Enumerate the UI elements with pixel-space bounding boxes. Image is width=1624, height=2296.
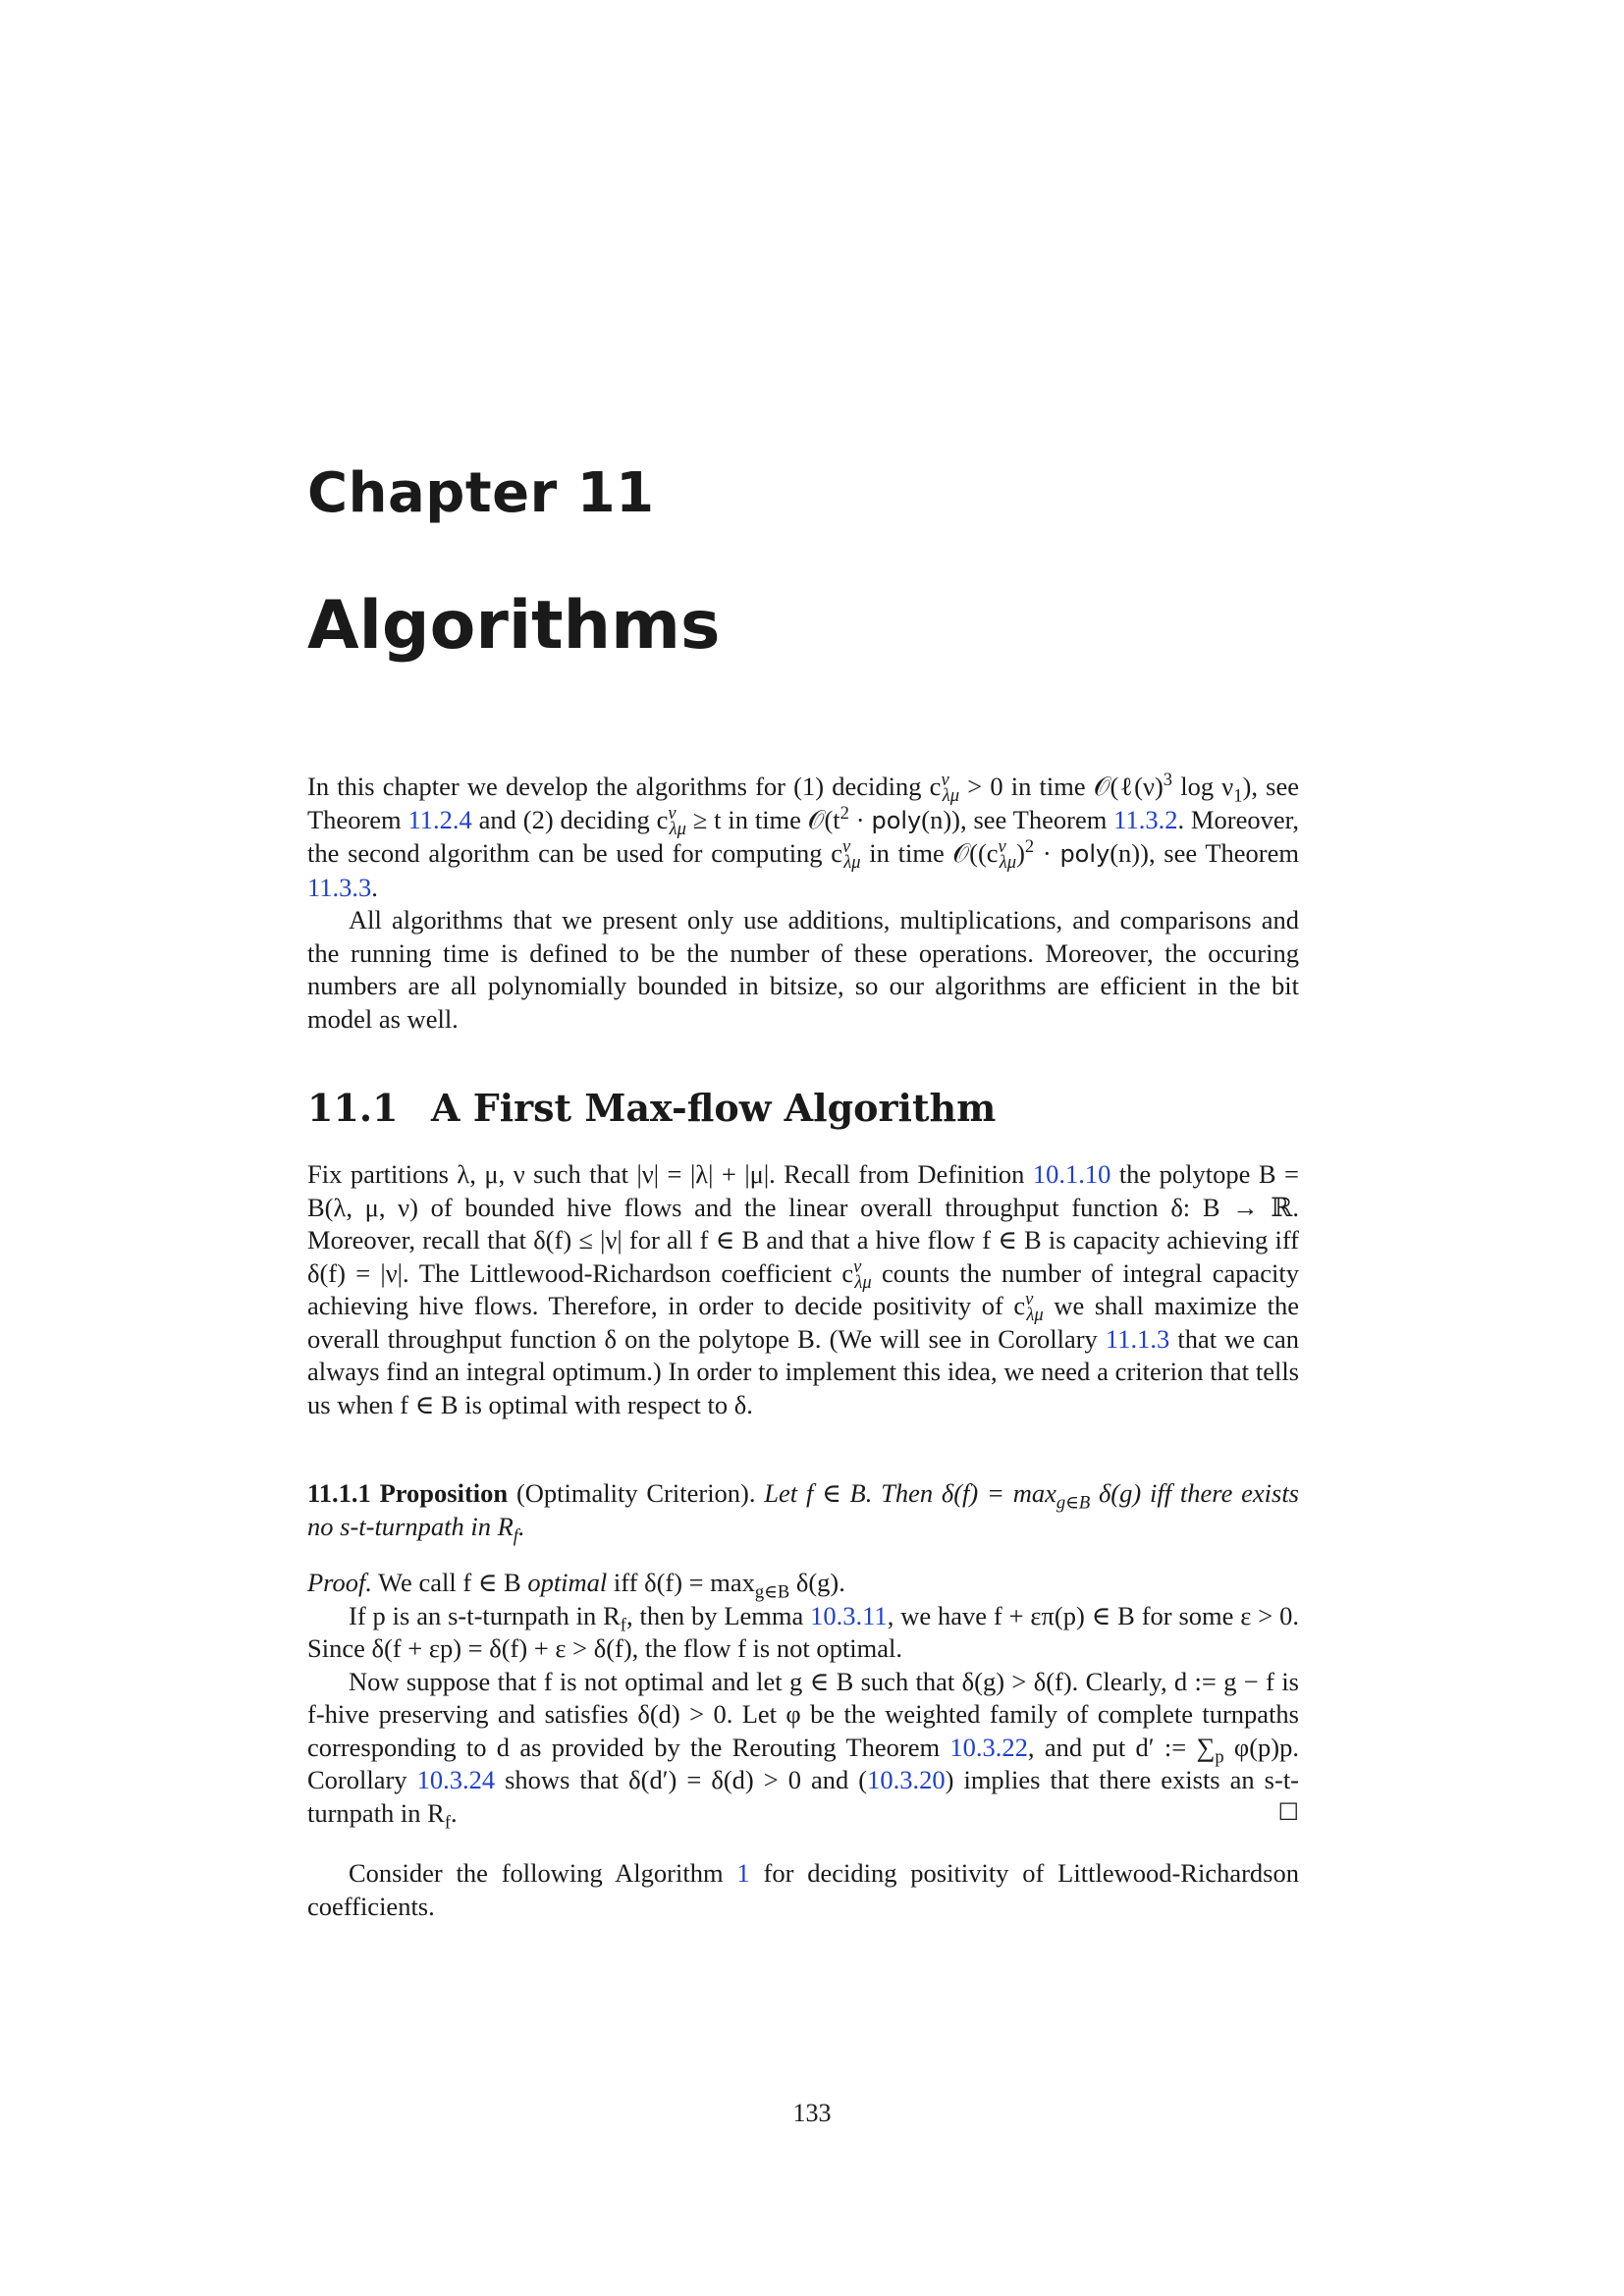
- algorithm-link-1[interactable]: 1: [736, 1858, 750, 1888]
- page-number: 133: [792, 2099, 832, 2127]
- definition-link-10-1-10[interactable]: 10.1.10: [1032, 1159, 1111, 1189]
- section-heading: [307, 1086, 996, 1130]
- section-number: 11.1: [307, 1086, 399, 1130]
- intro-paragraph-1: In this chapter we develop the algorithms for (1) deciding $c^\nu_{\lambda\mu} > 0$ in time $𝒪(\ell(\nu)^3$ $\log \nu_1$), see Theorem 11.2.4 and (2) deciding $c^\nu_{\lambda\mu} \ge t$ in time $𝒪(t^2$ · poly(n)), see Theorem 11.3.2. Moreover, the second algorithm can be used for computing $c^\nu_{\lambda\mu}$ in time $𝒪((c^\nu_{\lambda\mu})^2$ · poly(n)), see Theorem 11.3.3.: [307, 770, 1300, 902]
- section-title: A First Max-flow Algorithm: [431, 1086, 997, 1130]
- proof-paragraph-3: Now suppose that f is not optimal and let g ∈ B such that δ(g) > δ(f). Clearly, d := g − f is f-hive preserving and satisfies δ(d) > 0. Let φ be the weighted family of complete turnpaths corresponding to d as provided by the Rerouting Theorem 10.3.22, and put d′ := $\sum_p$ φ(p)p. Corollary 10.3.24 shows that δ(d′) = δ(d) > 0 and (10.3.20) implies that there exists an s-t-turnpath in $R_f$. ☐: [307, 1666, 1300, 1833]
- proof: [307, 1567, 1300, 1833]
- closing-paragraph: Consider the following Algorithm 1 for deciding positivity of Littlewood-Richardson coefficients.: [307, 1858, 1299, 1921]
- intro-section: [307, 771, 1299, 1036]
- proposition-name: (Optimality Criterion).: [515, 1478, 756, 1508]
- corollary-link-11-1-3[interactable]: 11.1.3: [1105, 1323, 1170, 1354]
- theorem-link-11-3-2[interactable]: 11.3.2: [1113, 804, 1178, 834]
- lemma-link-10-3-11[interactable]: 10.3.11: [810, 1600, 888, 1630]
- section-paragraph: Fix partitions λ, μ, ν such that |ν| = |λ| + |μ|. Recall from Definition 10.1.10 the polytope B = B(λ, μ, ν) of bounded hive flows and the linear overall throughput function δ: B → ℝ. Moreover, recall that δ(f) ≤ |ν| for all f ∈ B and that a hive flow f ∈ B is capacity achieving iff δ(f) = |ν|. The Littlewood-Richardson coefficient $c^\nu_{\lambda\mu}$ counts the number of integral capacity achieving hive flows. Therefore, in order to decide positivity of $c^\nu_{\lambda\mu}$ we shall maximize the overall throughput function δ on the polytope B. (We will see in Corollary 11.1.3 that we can always find an integral optimum.) In order to implement this idea, we need a criterion that tells us when f ∈ B is optimal with respect to δ.: [307, 1159, 1299, 1419]
- theorem-link-11-2-4[interactable]: 11.2.4: [407, 804, 472, 834]
- proposition-label: 11.1.1 Proposition: [307, 1478, 509, 1508]
- section-body: [307, 1158, 1299, 1421]
- proof-paragraph-1: Proof. We call f ∈ B optimal iff $\delta(f) = \max_{g\in B} \delta(g)$.: [307, 1568, 845, 1603]
- qed-symbol: ☐: [1277, 1799, 1299, 1826]
- intro-paragraph-2: All algorithms that we present only use additions, multiplications, and comparisons and the running time is defined to be the number of these operations. Moreover, the occuring numbers are all polynomially bounded in bitsize, so our algorithms are efficient in the bit model as well.: [307, 905, 1299, 1034]
- chapter-label: Chapter 11: [307, 461, 655, 525]
- corollary-link-10-3-24[interactable]: 10.3.24: [416, 1765, 496, 1794]
- theorem-link-11-3-3[interactable]: 11.3.3: [307, 872, 372, 902]
- equation-link-10-3-20[interactable]: 10.3.20: [867, 1765, 946, 1794]
- chapter-title: Algorithms: [307, 587, 721, 665]
- proposition: 11.1.1 Proposition (Optimality Criterion). Let f ∈ B. Then $\delta(f) = \max_{g\in B} \delta(g)$ iff there exists no s-t-turnpath in $R_f$.: [307, 1478, 1300, 1546]
- theorem-link-10-3-22[interactable]: 10.3.22: [949, 1732, 1028, 1762]
- proof-paragraph-2: If p is an s-t-turnpath in $R_f$, then by Lemma 10.3.11, we have f + επ(p) ∈ B for some ε > 0. Since δ(f + εp) = δ(f) + ε > δ(f), the flow f is not optimal.: [307, 1600, 1300, 1663]
